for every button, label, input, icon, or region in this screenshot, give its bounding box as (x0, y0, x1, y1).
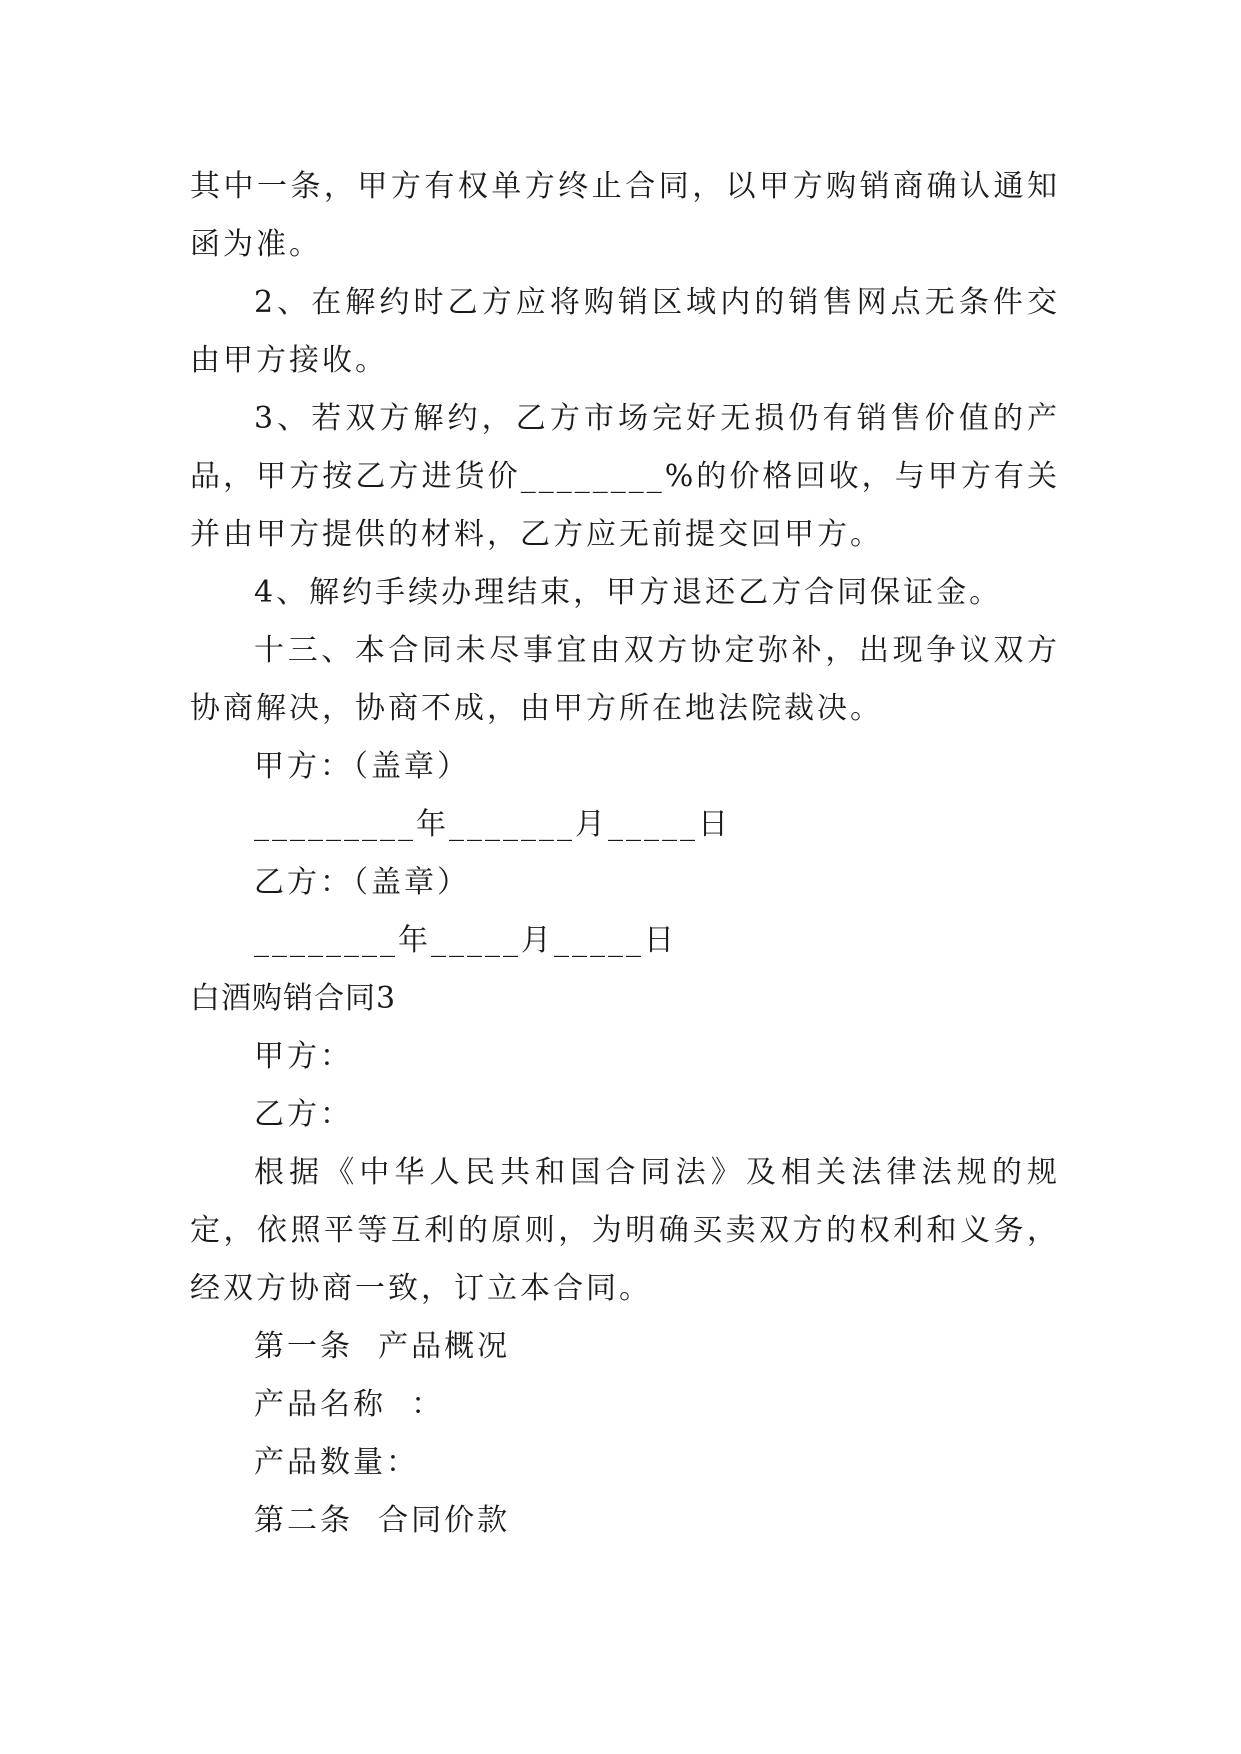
preamble-paragraph: 根据《中华人民共和国合同法》及相关法律法规的规定，依照平等互利的原则，为明确买卖双方的权利和义务，经双方协商一致，订立本合同。 (190, 1155, 1060, 1306)
party-b-date-line: ________年_____月_____日 (254, 923, 677, 958)
paragraph-clause-2: 2、在解约时乙方应将购销区域内的销售网点无条件交由甲方接收。 (190, 285, 1060, 378)
product-name-field: 产品名称 ： (254, 1387, 445, 1422)
section-title: 白酒购销合同3 (190, 981, 397, 1016)
paragraph-article-13: 十三、本合同未尽事宜由双方协定弥补，出现争议双方协商解决，协商不成，由甲方所在地法院裁决。 (190, 633, 1060, 726)
paragraph-termination-clause: 其中一条，甲方有权单方终止合同，以甲方购销商确认通知函为准。 (190, 169, 1060, 262)
document-body (190, 158, 1060, 1550)
product-quantity-field: 产品数量： (254, 1445, 419, 1480)
party-b-seal-line: 乙方：（盖章） (254, 865, 470, 900)
article-1-heading: 第一条 产品概况 (254, 1329, 511, 1364)
party-a-date-line: _________年_______月_____日 (254, 807, 731, 842)
party-a-label: 甲方： (254, 1039, 353, 1074)
paragraph-clause-4: 4、解约手续办理结束，甲方退还乙方合同保证金。 (254, 575, 1003, 610)
paragraph-clause-3: 3、若双方解约，乙方市场完好无损仍有销售价值的产品，甲方按乙方进货价________%的价格回收，与甲方有关并由甲方提供的材料，乙方应无前提交回甲方。 (190, 401, 1060, 552)
party-a-seal-line: 甲方：（盖章） (254, 749, 470, 784)
article-2-heading: 第二条 合同价款 (254, 1503, 511, 1538)
party-b-label: 乙方： (254, 1097, 353, 1132)
